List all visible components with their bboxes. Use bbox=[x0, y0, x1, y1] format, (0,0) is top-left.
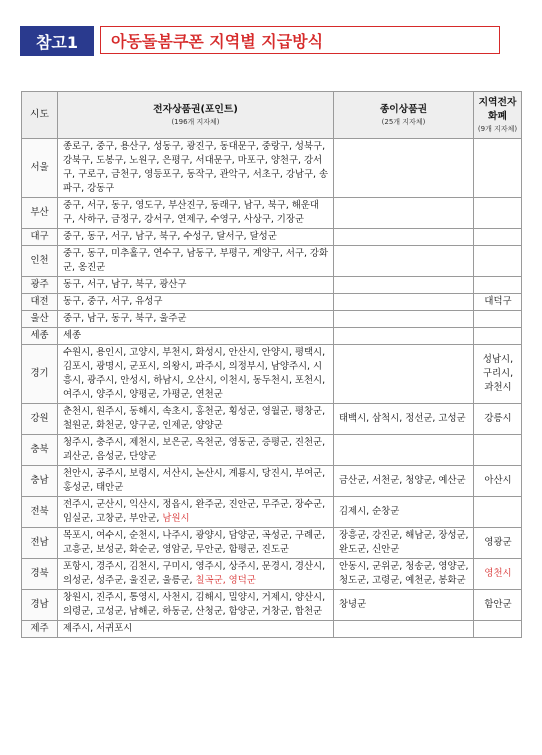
electronic-list: 중구, 동구, 미추홀구, 연수구, 남동구, 부평구, 계양구, 서구, 강화군, 옹진군 bbox=[63, 248, 329, 273]
paper-cell bbox=[334, 198, 474, 229]
paper-cell bbox=[334, 328, 474, 345]
electronic-cell bbox=[58, 345, 334, 404]
table-row bbox=[22, 246, 522, 277]
local-currency-cell bbox=[474, 590, 522, 621]
region-name: 울산 bbox=[30, 313, 49, 324]
region-name: 경북 bbox=[30, 568, 49, 579]
local-currency-cell bbox=[474, 528, 522, 559]
region-cell bbox=[22, 277, 58, 294]
electronic-cell bbox=[58, 277, 334, 294]
region-name: 충북 bbox=[30, 444, 49, 455]
electronic-cell bbox=[58, 497, 334, 528]
electronic-cell bbox=[58, 311, 334, 328]
paper-list: 창녕군 bbox=[339, 599, 367, 610]
local-list: 대덕구 bbox=[484, 296, 512, 307]
region-cell bbox=[22, 246, 58, 277]
electronic-list: 중구, 남구, 동구, 북구, 울주군 bbox=[63, 313, 187, 324]
region-name: 전북 bbox=[30, 506, 49, 517]
region-name: 경남 bbox=[30, 599, 49, 610]
paper-cell bbox=[334, 229, 474, 246]
local-currency-cell bbox=[474, 246, 522, 277]
region-name: 광주 bbox=[30, 279, 49, 290]
region-name: 제주 bbox=[30, 623, 49, 634]
local-currency-cell bbox=[474, 466, 522, 497]
local-currency-cell bbox=[474, 497, 522, 528]
paper-cell bbox=[334, 621, 474, 638]
table-row bbox=[22, 528, 522, 559]
electronic-cell bbox=[58, 528, 334, 559]
region-cell bbox=[22, 311, 58, 328]
local-currency-cell bbox=[474, 311, 522, 328]
table-body bbox=[22, 139, 522, 638]
region-cell bbox=[22, 139, 58, 198]
local-currency-cell bbox=[474, 139, 522, 198]
local-highlight: 영천시 bbox=[484, 568, 512, 579]
local-currency-cell bbox=[474, 294, 522, 311]
electronic-cell bbox=[58, 590, 334, 621]
paper-cell bbox=[334, 435, 474, 466]
region-name: 경기 bbox=[30, 368, 49, 379]
region-cell bbox=[22, 621, 58, 638]
region-cell bbox=[22, 229, 58, 246]
local-list: 성남시, 구리시, 과천시 bbox=[482, 354, 514, 393]
table-row bbox=[22, 590, 522, 621]
page-header bbox=[20, 26, 500, 56]
electronic-list: 포항시, 경주시, 김천시, 구미시, 영주시, 상주시, 문경시, 경산시, 의성군, 성주군, 울진군, 울릉군, bbox=[63, 561, 326, 586]
header-paper: 종이상품권 (25개 지자체) bbox=[334, 92, 474, 139]
region-name: 세종 bbox=[30, 330, 49, 341]
table-row bbox=[22, 229, 522, 246]
local-list: 강릉시 bbox=[484, 413, 512, 424]
local-currency-cell bbox=[474, 229, 522, 246]
table-row bbox=[22, 497, 522, 528]
region-name: 전남 bbox=[30, 537, 49, 548]
paper-cell bbox=[334, 559, 474, 590]
region-cell bbox=[22, 198, 58, 229]
table-header-row bbox=[22, 92, 522, 139]
reference-tag: 참고1 bbox=[20, 26, 94, 56]
header-local-currency: 지역전자화폐 (9개 지자체) bbox=[474, 92, 522, 139]
electronic-highlight: 칠곡군, 영덕군 bbox=[195, 575, 256, 586]
paper-cell bbox=[334, 590, 474, 621]
region-cell bbox=[22, 497, 58, 528]
local-currency-cell bbox=[474, 435, 522, 466]
electronic-list: 동구, 중구, 서구, 유성구 bbox=[63, 296, 163, 307]
electronic-list: 전주시, 군산시, 익산시, 정읍시, 완주군, 진안군, 무주군, 장수군, 임실군, 고창군, 부안군, bbox=[63, 499, 326, 524]
paper-cell bbox=[334, 404, 474, 435]
table-row bbox=[22, 198, 522, 229]
table-row bbox=[22, 466, 522, 497]
electronic-cell bbox=[58, 139, 334, 198]
electronic-cell bbox=[58, 246, 334, 277]
header-region: 시도 bbox=[22, 92, 58, 139]
electronic-cell bbox=[58, 435, 334, 466]
region-payment-table bbox=[21, 91, 522, 638]
electronic-cell bbox=[58, 621, 334, 638]
electronic-list: 동구, 서구, 남구, 북구, 광산구 bbox=[63, 279, 187, 290]
local-list: 영광군 bbox=[484, 537, 512, 548]
paper-cell bbox=[334, 311, 474, 328]
electronic-cell bbox=[58, 198, 334, 229]
electronic-list: 창원시, 진주시, 통영시, 사천시, 김해시, 밀양시, 거제시, 양산시, 의령군, 고성군, 남해군, 하동군, 산청군, 함양군, 거창군, 합천군 bbox=[63, 592, 326, 617]
table-row bbox=[22, 435, 522, 466]
header-electronic: 전자상품권(포인트) (196개 지자체) bbox=[58, 92, 334, 139]
electronic-cell bbox=[58, 328, 334, 345]
region-cell bbox=[22, 328, 58, 345]
region-name: 부산 bbox=[30, 207, 49, 218]
local-currency-cell bbox=[474, 277, 522, 294]
table-row bbox=[22, 328, 522, 345]
local-currency-cell bbox=[474, 345, 522, 404]
region-cell bbox=[22, 435, 58, 466]
region-name: 강원 bbox=[30, 413, 49, 424]
paper-list: 태백시, 삼척시, 정선군, 고성군 bbox=[339, 413, 466, 424]
paper-cell bbox=[334, 497, 474, 528]
paper-list: 장흥군, 강진군, 해남군, 장성군, 완도군, 신안군 bbox=[339, 530, 469, 555]
region-name: 서울 bbox=[30, 162, 49, 173]
electronic-cell bbox=[58, 229, 334, 246]
local-currency-cell bbox=[474, 621, 522, 638]
electronic-cell bbox=[58, 294, 334, 311]
paper-cell bbox=[334, 139, 474, 198]
region-cell bbox=[22, 466, 58, 497]
table-row bbox=[22, 139, 522, 198]
region-cell bbox=[22, 294, 58, 311]
region-name: 인천 bbox=[30, 255, 49, 266]
table-row bbox=[22, 559, 522, 590]
local-list: 함안군 bbox=[484, 599, 512, 610]
electronic-highlight: 남원시 bbox=[162, 513, 190, 524]
electronic-list: 수원시, 용인시, 고양시, 부천시, 화성시, 안산시, 안양시, 평택시, 김포시, 광명시, 군포시, 의왕시, 파주시, 의정부시, 남양주시, 시흥시, 광주시, 안성시, 하남시, 오산시, 이천시, 동두천시, 포천시, 여주시, 양주시, 양평군, 가평군, 연천군 bbox=[63, 347, 326, 400]
electronic-list: 제주시, 서귀포시 bbox=[63, 623, 133, 634]
local-currency-cell bbox=[474, 559, 522, 590]
electronic-list: 춘천시, 원주시, 동해시, 속초시, 홍천군, 횡성군, 영월군, 평창군, 철원군, 화천군, 양구군, 인제군, 양양군 bbox=[63, 406, 326, 431]
electronic-list: 세종 bbox=[63, 330, 82, 341]
paper-cell bbox=[334, 246, 474, 277]
page-title: 아동돌봄쿠폰 지역별 지급방식 bbox=[100, 26, 500, 54]
electronic-cell bbox=[58, 404, 334, 435]
table-row bbox=[22, 345, 522, 404]
paper-cell bbox=[334, 528, 474, 559]
table-row bbox=[22, 404, 522, 435]
region-cell bbox=[22, 590, 58, 621]
region-cell bbox=[22, 345, 58, 404]
paper-cell bbox=[334, 345, 474, 404]
region-cell bbox=[22, 528, 58, 559]
table-row bbox=[22, 294, 522, 311]
paper-cell bbox=[334, 277, 474, 294]
electronic-list: 종로구, 중구, 용산구, 성동구, 광진구, 동대문구, 중랑구, 성북구, 강북구, 도봉구, 노원구, 은평구, 서대문구, 마포구, 양천구, 강서구, 구로구, 금천구, 영등포구, 동작구, 관악구, 서초구, 강남구, 송파구, 강동구 bbox=[63, 141, 329, 194]
local-currency-cell bbox=[474, 328, 522, 345]
region-name: 대전 bbox=[30, 296, 49, 307]
paper-list: 금산군, 서천군, 청양군, 예산군 bbox=[339, 475, 466, 486]
region-name: 충남 bbox=[30, 475, 49, 486]
electronic-list: 천안시, 공주시, 보령시, 서산시, 논산시, 계룡시, 당진시, 부여군, 홍성군, 태안군 bbox=[63, 468, 326, 493]
region-cell bbox=[22, 404, 58, 435]
region-cell bbox=[22, 559, 58, 590]
electronic-list: 중구, 서구, 동구, 영도구, 부산진구, 동래구, 남구, 북구, 해운대구, 사하구, 금정구, 강서구, 연제구, 수영구, 사상구, 기장군 bbox=[63, 200, 319, 225]
paper-cell bbox=[334, 294, 474, 311]
table-row bbox=[22, 621, 522, 638]
electronic-list: 목포시, 여수시, 순천시, 나주시, 광양시, 담양군, 곡성군, 구례군, 고흥군, 보성군, 화순군, 영암군, 무안군, 함평군, 진도군 bbox=[63, 530, 326, 555]
paper-cell bbox=[334, 466, 474, 497]
paper-list: 안동시, 군위군, 청송군, 영양군, 청도군, 고령군, 예천군, 봉화군 bbox=[339, 561, 469, 586]
local-currency-cell bbox=[474, 198, 522, 229]
table-row bbox=[22, 277, 522, 294]
electronic-cell bbox=[58, 466, 334, 497]
table-row bbox=[22, 311, 522, 328]
electronic-list: 중구, 동구, 서구, 남구, 북구, 수성구, 달서구, 달성군 bbox=[63, 231, 277, 242]
paper-list: 김제시, 순창군 bbox=[339, 506, 400, 517]
local-list: 아산시 bbox=[484, 475, 512, 486]
region-name: 대구 bbox=[30, 231, 49, 242]
electronic-cell bbox=[58, 559, 334, 590]
local-currency-cell bbox=[474, 404, 522, 435]
electronic-list: 청주시, 충주시, 제천시, 보은군, 옥천군, 영동군, 증평군, 진천군, 괴산군, 음성군, 단양군 bbox=[63, 437, 326, 462]
